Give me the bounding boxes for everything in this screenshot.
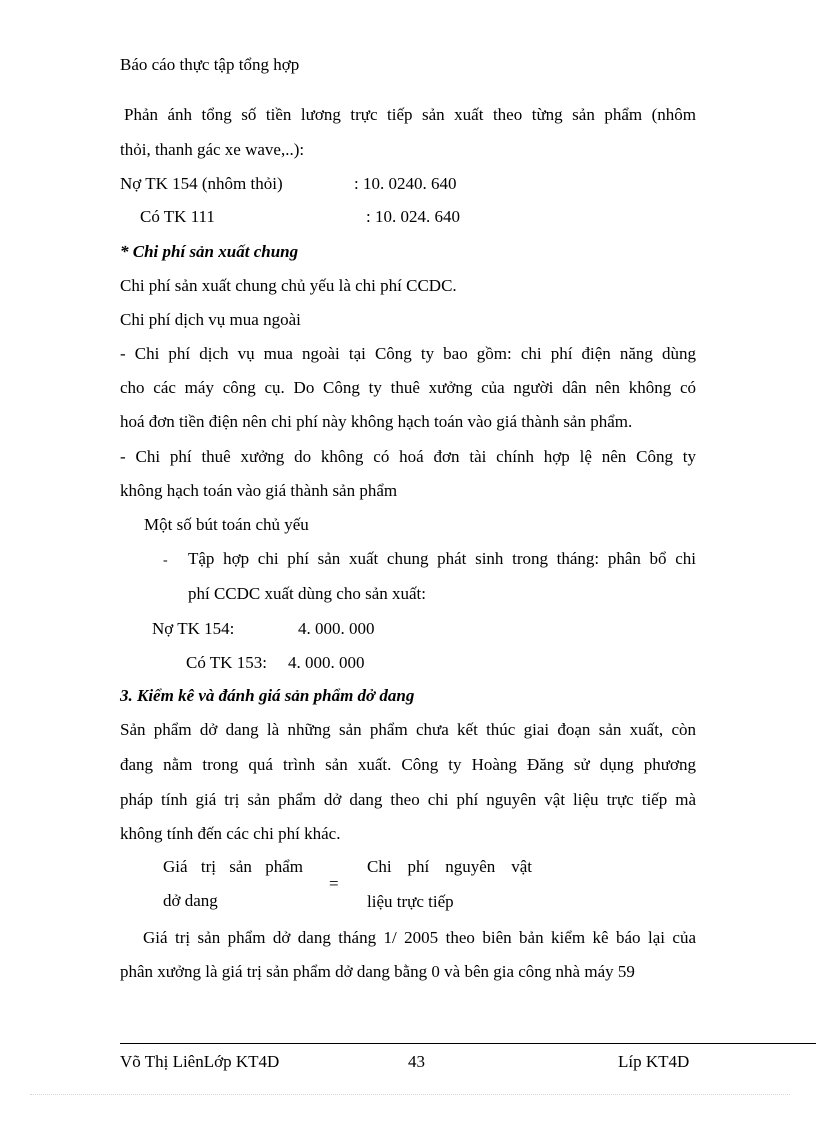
footer-author: Võ Thị LiênLớp KT4D xyxy=(120,1052,280,1071)
bullet-text-line: Tập hợp chi phí sản xuất chung phát sinh trong tháng: phân bổ chi xyxy=(188,549,696,568)
paragraph-line: thỏi, thanh gác xe wave,..): xyxy=(120,140,305,159)
entry-debit-value: : 10. 0240. 640 xyxy=(354,174,457,193)
formula-equals-sign: = xyxy=(329,874,339,893)
paragraph-line: đang nằm trong quá trình sản xuất. Công ty Hoàng Đăng sử dụng phương xyxy=(120,755,696,774)
paragraph-line: không hạch toán vào giá thành sản phẩm xyxy=(120,481,398,500)
paragraph-line: không tính đến các chi phí khác. xyxy=(120,824,341,843)
entry-credit-label: Có TK 153: xyxy=(186,653,267,672)
entry-debit-label: Nợ TK 154 (nhôm thỏi) xyxy=(120,174,283,193)
paragraph-line: phân xưởng là giá trị sản phẩm dở dang bằng 0 và bên gia công nhà máy 59 xyxy=(120,962,635,981)
paragraph-line: Giá trị sản phẩm dở dang tháng 1/ 2005 theo biên bản kiểm kê báo lại của xyxy=(143,928,696,947)
paragraph-line: - Chi phí thuê xưởng do không có hoá đơn tài chính hợp lệ nên Công ty xyxy=(120,447,696,466)
section-heading: * Chi phí sản xuất chung xyxy=(120,242,299,261)
paragraph-line: pháp tính giá trị sản phẩm dở dang theo chi phí nguyên vật liệu trực tiếp mà xyxy=(120,790,696,809)
bullet-dash: - xyxy=(163,553,168,568)
formula-left-line: Giá trị sản phẩm xyxy=(163,857,303,876)
footer-divider xyxy=(120,1043,816,1044)
paragraph-line: - Chi phí dịch vụ mua ngoài tại Công ty bao gồm: chi phí điện năng dùng xyxy=(120,344,696,363)
paragraph-line: Chi phí sản xuất chung chủ yếu là chi phí CCDC. xyxy=(120,276,457,295)
footer-page-number: 43 xyxy=(408,1052,425,1071)
formula-right-line: Chi phí nguyên vật xyxy=(367,857,532,876)
bullet-text-line: phí CCDC xuất dùng cho sản xuất: xyxy=(188,584,426,603)
formula-left-line: dở dang xyxy=(163,891,218,910)
paragraph-line: Chi phí dịch vụ mua ngoài xyxy=(120,310,301,329)
paragraph-line: cho các máy công cụ. Do Công ty thuê xưởng của người dân nên không có xyxy=(120,378,696,397)
paragraph-line: hoá đơn tiền điện nên chi phí này không hạch toán vào giá thành sản phẩm. xyxy=(120,412,633,431)
entry-credit-value: 4. 000. 000 xyxy=(288,653,365,672)
entry-credit-label: Có TK 111 xyxy=(140,207,215,226)
entry-debit-label: Nợ TK 154: xyxy=(152,619,235,638)
formula-right-line: liệu trực tiếp xyxy=(367,892,454,911)
paragraph-line: Sản phẩm dở dang là những sản phẩm chưa kết thúc giai đoạn sản xuất, còn xyxy=(120,720,696,739)
entry-credit-value: : 10. 024. 640 xyxy=(366,207,460,226)
entry-debit-value: 4. 000. 000 xyxy=(298,619,375,638)
page-bottom-dotted-line xyxy=(30,1094,790,1095)
page-header-title: Báo cáo thực tập tổng hợp xyxy=(120,55,300,74)
footer-class: Líp KT4D xyxy=(618,1052,690,1071)
paragraph-line: Phản ánh tổng số tiền lương trực tiếp sản xuất theo từng sản phẩm (nhôm xyxy=(124,105,696,124)
section-heading: 3. Kiểm kê và đánh giá sản phẩm dở dang xyxy=(120,686,415,705)
paragraph-line: Một số bút toán chủ yếu xyxy=(144,515,309,534)
